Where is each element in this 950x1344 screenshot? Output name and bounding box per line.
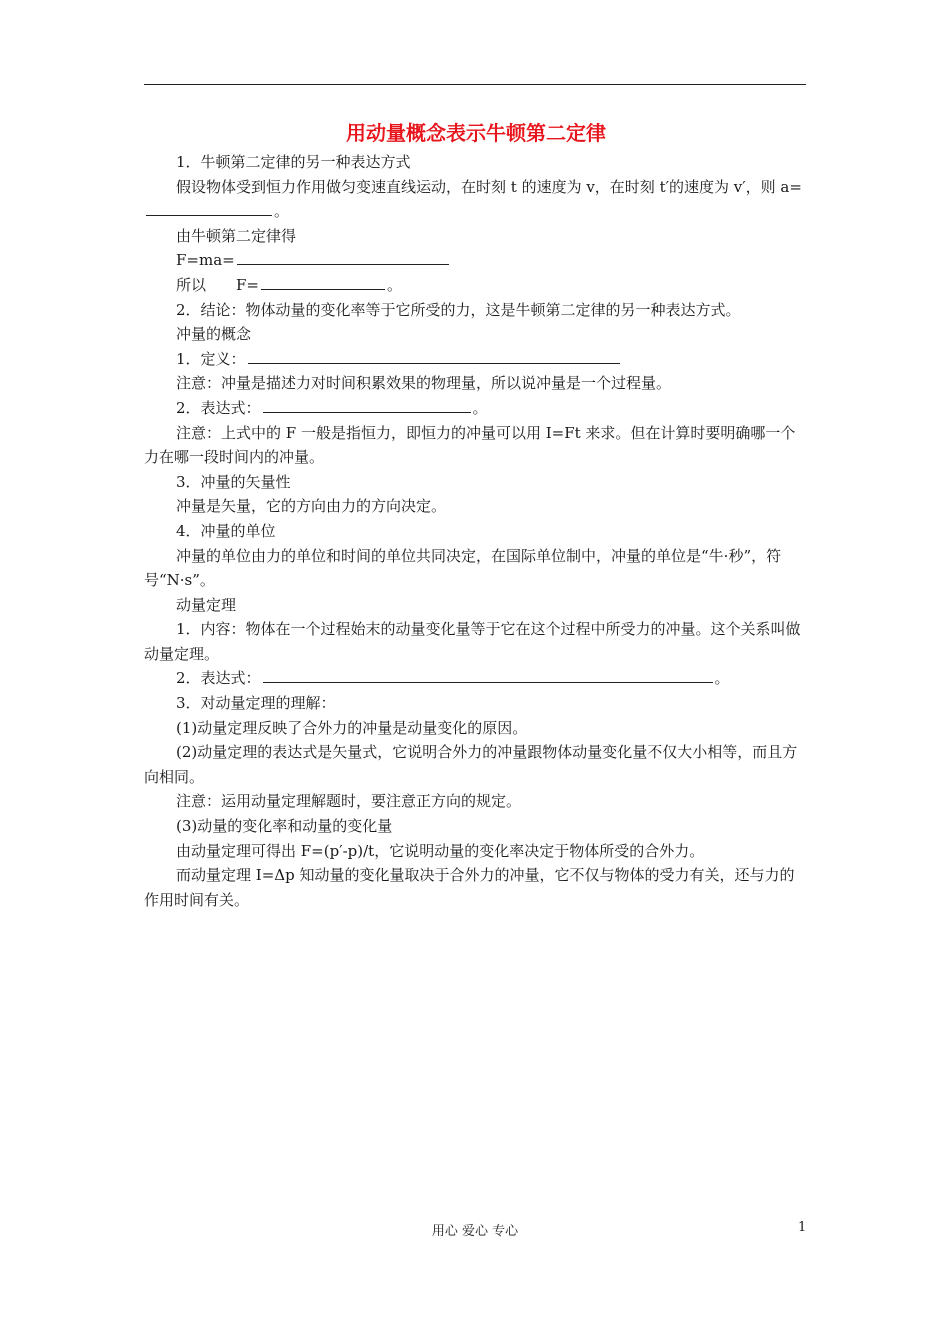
punctuation: 。 [714, 669, 730, 688]
footer-motto: 用心 爱心 专心 [431, 1224, 519, 1239]
punctuation: 。 [387, 275, 403, 294]
expression-line [144, 666, 808, 691]
punctuation: 。 [274, 202, 290, 221]
note: 注意：运用动量定理解题时，要注意正方向的规定。 [176, 792, 522, 811]
formula-text: F=ma= [176, 251, 235, 270]
fill-blank [248, 348, 620, 364]
document-body [144, 118, 808, 912]
section-heading: 动量定理 [176, 595, 237, 614]
paragraph-text: 2．表达式： [176, 398, 261, 417]
paragraph-text: 2．表达式： [176, 669, 261, 688]
header-rule [144, 84, 806, 85]
formula-text: F= [236, 275, 259, 294]
section-heading: 3．对动量定理的理解： [176, 694, 336, 713]
section-heading: 1．牛顿第二定律的另一种表达方式 [176, 153, 411, 171]
list-item: (3)动量的变化率和动量的变化量 [176, 817, 393, 836]
paragraph: 1．内容：物体在一个过程始末的动量变化量等于它在这个过程中所受力的冲量。这个关系叫做动量定理。 [144, 620, 801, 663]
fill-blank [237, 249, 449, 265]
punctuation: 。 [472, 398, 488, 417]
fill-blank [146, 200, 272, 216]
page-number: 1 [798, 1220, 807, 1235]
paragraph: 冲量的单位由力的单位和时间的单位共同决定，在国际单位制中，冲量的单位是“牛·秒”，符号“N·s”。 [144, 546, 782, 590]
list-item: (1)动量定理反映了合外力的冲量是动量变化的原因。 [176, 718, 528, 737]
section-heading: 冲量的概念 [176, 325, 252, 344]
paragraph: 由牛顿第二定律得 [176, 226, 297, 245]
fill-blank [263, 667, 713, 683]
paragraph-text: 1．定义： [176, 349, 246, 368]
section-heading: 3．冲量的矢量性 [176, 472, 291, 491]
fill-blank [263, 397, 471, 413]
paragraph-text: 所以 [176, 275, 207, 294]
page-title: 用动量概念表示牛顿第二定律 [346, 121, 606, 145]
section-heading: 4．冲量的单位 [176, 521, 276, 540]
formula-line [144, 273, 808, 298]
formula-line [144, 248, 808, 273]
definition-line [144, 347, 808, 372]
paragraph: 2．结论：物体动量的变化率等于它所受的力，这是牛顿第二定律的另一种表达方式。 [176, 300, 741, 319]
expression-line [144, 396, 808, 421]
paragraph: 冲量是矢量，它的方向由力的方向决定。 [176, 497, 447, 516]
list-item: (2)动量定理的表达式是矢量式，它说明合外力的冲量跟物体动量变化量不仅大小相等，而且方向相同。 [144, 743, 798, 786]
paragraph [144, 175, 808, 224]
note: 注意：冲量是描述力对时间积累效果的物理量，所以说冲量是一个过程量。 [176, 374, 672, 393]
fill-blank [261, 274, 385, 290]
paragraph: 而动量定理 I=Δp 知动量的变化量取决于合外力的冲量，它不仅与物体的受力有关，还与力的作用时间有关。 [144, 866, 795, 909]
note: 注意：上式中的 F 一般是指恒力，即恒力的冲量可以用 I=Ft 来求。但在计算时要明确哪一个力在哪一段时间内的冲量。 [144, 423, 796, 467]
paragraph: 由动量定理可得出 F=(p′-p)/t，它说明动量的变化率决定于物体所受的合外力。 [176, 841, 705, 860]
paragraph-text: 假设物体受到恒力作用做匀变速直线运动，在时刻 t 的速度为 v，在时刻 t′的速度为 v′，则 a= [176, 177, 802, 196]
